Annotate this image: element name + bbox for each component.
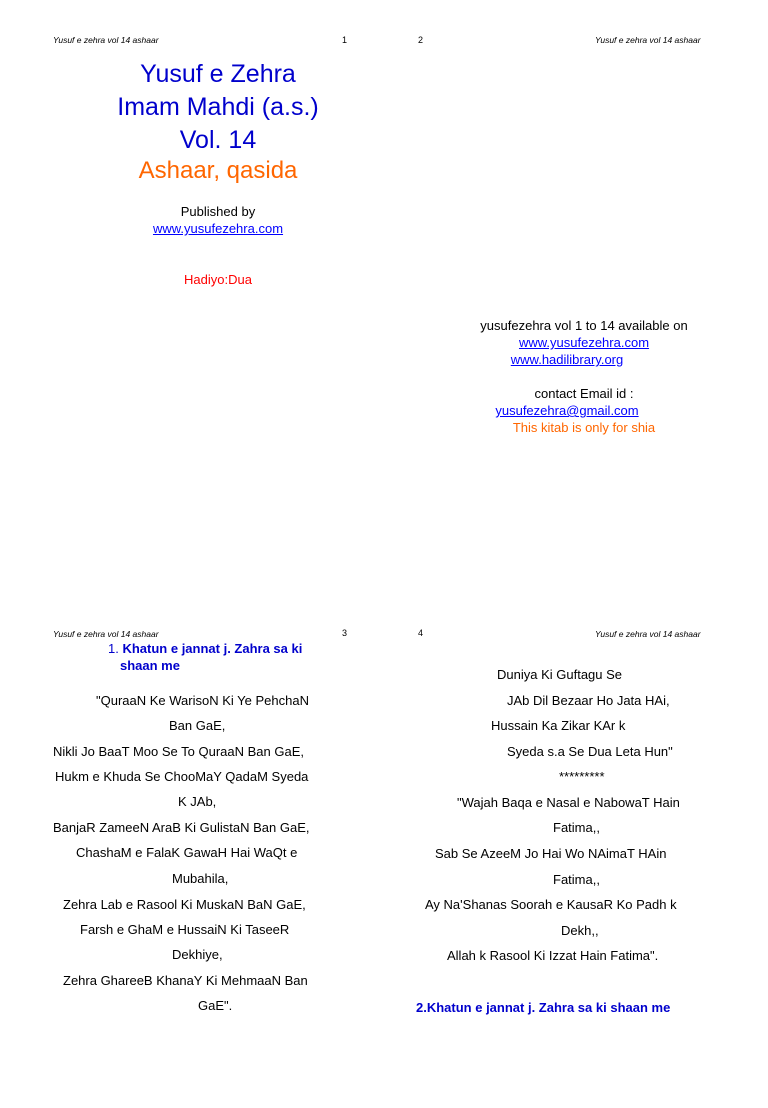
verse-line: Allah k Rasool Ki Izzat Hain Fatima". [447, 948, 659, 963]
page-number: 3 [342, 628, 348, 638]
page-1 [0, 0, 384, 512]
available-text: yusufezehra vol 1 to 14 available on [480, 318, 688, 333]
verse-line: "Wajah Baqa e Nasal e NabowaT Hain [457, 795, 680, 810]
verse-line: K JAb, [178, 794, 217, 809]
verse-line: Zehra Lab e Rasool Ki MuskaN BaN GaE, [63, 897, 306, 912]
website-link[interactable]: www.yusufezehra.com [152, 221, 284, 236]
verse-line: Ban GaE, [169, 718, 226, 733]
verse-line: Dekh,, [561, 923, 599, 938]
page-3 [0, 596, 384, 1108]
running-header: Yusuf e zehra vol 14 ashaar [53, 35, 159, 45]
verse-line: Ay Na'Shanas Soorah e KausaR Ko Padh k [425, 897, 677, 912]
title-line-1: Yusuf e Zehra [140, 60, 296, 88]
verse-line: ChashaM e FalaK GawaH Hai WaQt e [76, 845, 298, 860]
verse-line: Sab Se AzeeM Jo Hai Wo NAimaT HAin [435, 846, 667, 861]
yusufezehra-link[interactable]: www.yusufezehra.com [518, 335, 650, 350]
page-2 [384, 0, 768, 512]
verse-line: JAb Dil Bezaar Ho Jata HAi, [507, 693, 670, 708]
contact-label: contact Email id : [534, 386, 634, 401]
subtitle: Ashaar, qasida [138, 157, 298, 184]
verse-line: Farsh e GhaM e HussaiN Ki TaseeR [80, 922, 290, 937]
published-by: Published by [180, 204, 256, 219]
title-line-2: Imam Mahdi (a.s.) [117, 93, 319, 121]
running-header: Yusuf e zehra vol 14 ashaar [595, 629, 701, 639]
section-heading [108, 641, 302, 656]
verse-line: Mubahila, [172, 871, 229, 886]
running-header: Yusuf e zehra vol 14 ashaar [53, 629, 159, 639]
verse-line: Hukm e Khuda Se ChooMaY QadaM Syeda [55, 769, 309, 784]
shia-note: This kitab is only for shia [512, 420, 656, 435]
verse-line: GaE". [198, 998, 233, 1013]
heading-line-1: Khatun e jannat j. Zahra sa ki [122, 641, 303, 656]
separator-stars: ********* [559, 769, 605, 784]
email-link[interactable]: yusufezehra@gmail.com [495, 403, 639, 418]
page-number: 2 [418, 35, 424, 45]
verse-line: Nikli Jo BaaT Moo Se To QuraaN Ban GaE, [53, 744, 304, 759]
verse-line: Hussain Ka Zikar KAr k [491, 718, 626, 733]
verse-line: Dekhiye, [172, 947, 223, 962]
running-header: Yusuf e zehra vol 14 ashaar [595, 35, 701, 45]
verse-line: BanjaR ZameeN AraB Ki GulistaN Ban GaE, [53, 820, 310, 835]
verse-line: Duniya Ki Guftagu Se [497, 667, 623, 682]
hadiyo-text: Hadiyo:Dua [184, 272, 252, 287]
verse-line: Fatima,, [553, 872, 600, 887]
verse-line: Fatima,, [553, 820, 600, 835]
page-4 [384, 596, 768, 1108]
section-heading-2: 2.Khatun e jannat j. Zahra sa ki shaan me [416, 1000, 671, 1015]
heading-number: 1. [108, 641, 119, 656]
heading-line-2: shaan me [120, 658, 180, 673]
title-line-3: Vol. 14 [179, 126, 257, 154]
page-number: 4 [418, 628, 424, 638]
verse-line: Syeda s.a Se Dua Leta Hun" [507, 744, 673, 759]
hadilibrary-link[interactable]: www.hadilibrary.org [510, 352, 624, 367]
verse-line: Zehra GhareeB KhanaY Ki MehmaaN Ban [63, 973, 308, 988]
page-number: 1 [342, 35, 348, 45]
verse-line: "QuraaN Ke WarisoN Ki Ye PehchaN [96, 693, 309, 708]
